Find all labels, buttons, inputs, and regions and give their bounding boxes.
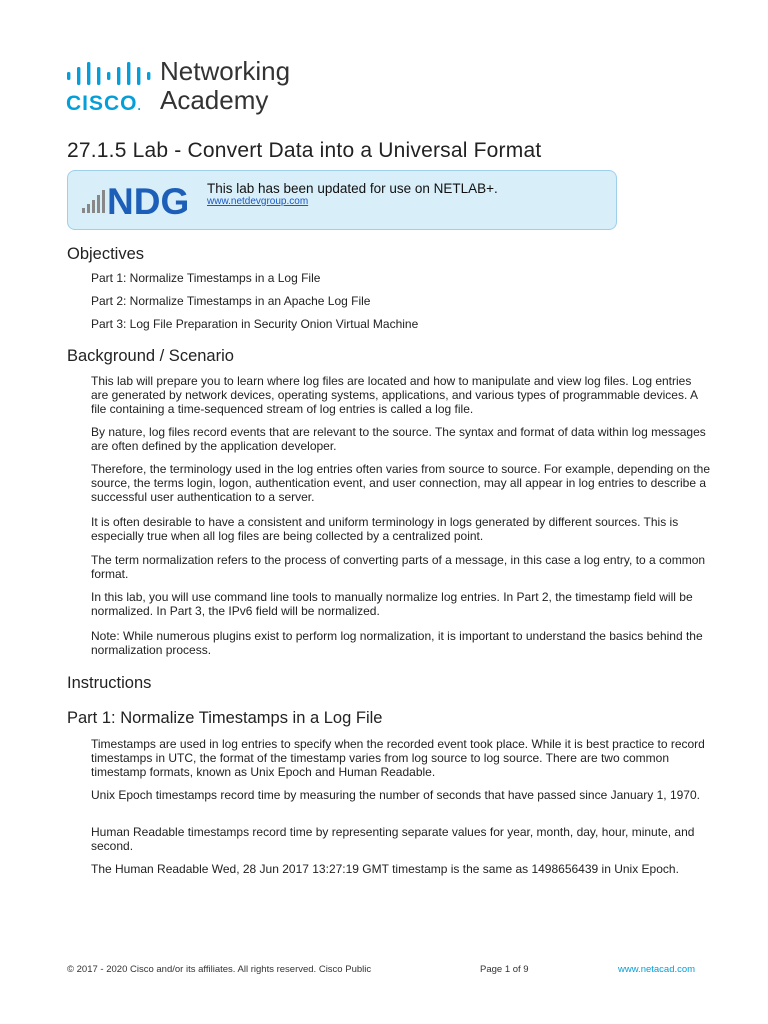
footer-site-link[interactable] xyxy=(618,964,695,975)
background-paragraph: The term normalization refers to the process of converting parts of a message, in this case a log entry, to a common format. xyxy=(91,553,706,581)
objective-item: Part 3: Log File Preparation in Security Onion Virtual Machine xyxy=(91,317,419,331)
ndg-website-link[interactable]: www.netdevgroup.com xyxy=(207,196,309,207)
background-paragraph: Therefore, the terminology used in the log entries often varies from source to source. For example, depending on the source, the terms login, logon, authentication event, and user connection, may all appear in log entries to describe a successful user authentication to a server. xyxy=(91,462,711,504)
svg-text:NDG: NDG xyxy=(107,181,190,217)
instructions-heading: Instructions xyxy=(67,674,152,692)
objectives-heading: Objectives xyxy=(67,245,145,263)
logo-line-academy: Academy xyxy=(160,85,269,115)
background-paragraph: Note: While numerous plugins exist to perform log normalization, it is important to understand the basics behind the normalization process. xyxy=(91,629,703,657)
part1-paragraph: Unix Epoch timestamps record time by measuring the number of seconds that have passed since January 1, 1970. xyxy=(91,788,700,802)
footer-copyright: © 2017 - 2020 Cisco and/or its affiliates. All rights reserved. Cisco Public xyxy=(67,964,372,975)
logo-line-networking: Networking xyxy=(160,56,291,86)
background-paragraph: This lab will prepare you to learn where log files are located and how to manipulate and view log files. Log entries are generated by network devices, operating systems, applications, and various types of programmable devices. A file containing a time-sequenced stream of log entries is called a log file. xyxy=(91,374,698,416)
background-heading: Background / Scenario xyxy=(67,347,234,365)
netacad-link[interactable]: www.netacad.com xyxy=(618,964,696,975)
part1-paragraph: The Human Readable Wed, 28 Jun 2017 13:27:19 GMT timestamp is the same as 1498656439 in Unix Epoch. xyxy=(91,862,679,876)
cisco-wordmark: CISCO. xyxy=(66,92,142,115)
background-paragraph: By nature, log files record events that are relevant to the source. The syntax and format of data within log messages are often defined by the application developer. xyxy=(91,425,706,453)
background-paragraph: In this lab, you will use command line tools to manually normalize log entries. In Part 2, the timestamp field will be normalized. In Part 3, the IPv6 field will be normalized. xyxy=(91,590,693,618)
footer-page-number: Page 1 of 9 xyxy=(480,964,529,975)
cisco-networking-academy-logo xyxy=(66,58,326,118)
cisco-bars-icon xyxy=(66,62,152,88)
background-paragraph: It is often desirable to have a consistent and uniform terminology in logs generated by different sources. This is especially true when all log files are being collected by a centralized point. xyxy=(91,515,679,543)
objective-item: Part 2: Normalize Timestamps in an Apache Log File xyxy=(91,294,371,308)
part1-paragraph: Human Readable timestamps record time by representing separate values for year, month, day, hour, minute, and second. xyxy=(91,825,695,853)
page-title: 27.1.5 Lab - Convert Data into a Universal Format xyxy=(67,139,542,162)
ndg-logo-icon xyxy=(82,181,194,217)
part1-heading: Part 1: Normalize Timestamps in a Log File xyxy=(67,709,383,727)
objective-item: Part 1: Normalize Timestamps in a Log File xyxy=(91,271,321,285)
part1-paragraph: Timestamps are used in log entries to specify when the recorded event took place. While it is best practice to record timestamps in UTC, the format of the timestamp varies from log source to log source. There are two common timestamp formats, known as Unix Epoch and Human Readable. xyxy=(91,737,705,779)
ndg-banner-text: This lab has been updated for use on NETLAB+. xyxy=(207,181,498,196)
ndg-banner xyxy=(67,170,617,230)
